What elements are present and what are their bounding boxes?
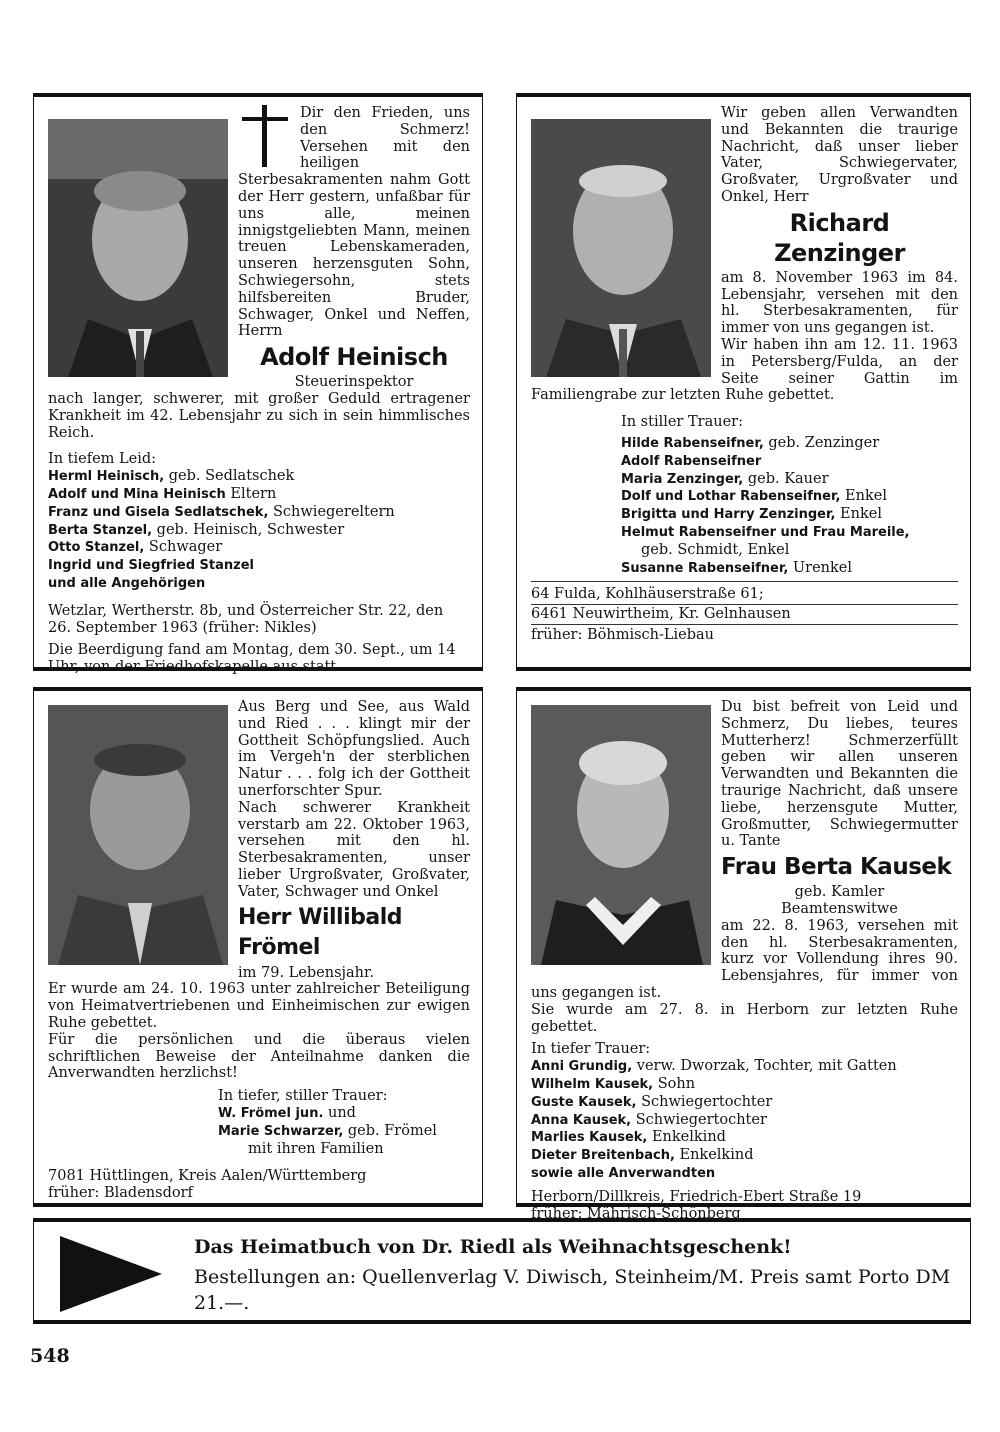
mourner-line: und alle Angehörigen [48, 575, 206, 591]
page-number: 548 [30, 1345, 70, 1367]
maiden-name: geb. Kamler [794, 884, 885, 901]
obituary-berta-kausek [516, 687, 971, 1222]
mourner-line: Brigitta und Harry Zenzinger, Enkel [621, 506, 882, 523]
mourners-list [48, 468, 470, 593]
mourner-line: Maria Zenzinger, geb. Kauer [621, 470, 829, 487]
mourning-header: In tiefem Leid: [48, 451, 157, 468]
obituary-adolf-heinisch [33, 93, 483, 676]
deceased-name: Herr Willibald Frömel [238, 904, 403, 960]
mourner-line: geb. Schmidt, Enkel [641, 541, 790, 558]
divider [531, 604, 958, 605]
former-home: früher: Mährisch-Schönberg [531, 1205, 741, 1222]
notice-text: nach langer, schwerer, mit großer Geduld ertragener Krankheit im 42. Lebensjahr zu sich in sein himmlisches Reich. [48, 390, 470, 441]
mourner-line: Adolf Rabenseifner [621, 453, 762, 469]
mourner-line: Marie Schwarzer, geb. Frömel [218, 1122, 437, 1139]
portrait-photo [531, 119, 711, 377]
mourner-line: Dieter Breitenbach, Enkelkind [531, 1147, 754, 1164]
notice-intro: Dir den Frieden, uns den Schmerz! Versehen mit den heiligen Sterbesakramenten nahm Gott der Herr gestern, unfaßbar für uns alle, meinen innigstgeliebten Mann, meinen treuen Lebenskameraden, unseren herzensguten Sohn, Schwiegersohn, stets hilfsbereiten Bruder, Schwager, Onkel und Neffen, Herrn [238, 105, 470, 340]
notice-intro: Du bist befreit von Leid und Schmerz, Du liebes, teures Mutterherz! Schmerzerfüllt geben wir allen unseren Verwandten und Bekannten die traurige Nachricht, daß unsere liebe, herzensgute Mutter, Großmutter, Schwiegermutter u. Tante [721, 699, 958, 850]
portrait-photo [48, 705, 228, 965]
poem: Aus Berg und See, aus Wald und Ried . . . klingt mir der Gottheit Schöpfungslied. Auch im Vergeh'n der sterblichen Natur . . . folg ich der Gottheit unerforschter Spur. [238, 699, 470, 799]
mourner-line: Otto Stanzel, Schwager [48, 539, 223, 556]
address: Wetzlar, Wertherstr. 8b, und Österreicher Str. 22, den 26. September 1963 (früher: Nikles) [48, 602, 444, 636]
mourner-line: mit ihren Familien [248, 1140, 384, 1157]
notice-intro: Nach schwerer Krankheit verstarb am 22. Oktober 1963, versehen mit den hl. Sterbesakramenten, unser lieber Urgroßvater, Großvater, Vater, Schwager und Onkel [238, 799, 470, 900]
address: 7081 Hüttlingen, Kreis Aalen/Württemberg [48, 1168, 367, 1185]
notice-text-2: Für die persönlichen und die überaus vielen schriftlichen Beweise der Anteilnahme danken die Anverwandten herzlichst! [48, 1031, 470, 1082]
deceased-title: Steuerinspektor [294, 374, 414, 391]
mourner-line: Dolf und Lothar Rabenseifner, Enkel [621, 488, 887, 505]
address-2: 6461 Neuwirtheim, Kr. Gelnhausen [531, 606, 791, 623]
mourner-line: sowie alle Anverwandten [531, 1165, 716, 1181]
funeral-info: Die Beerdigung fand am Montag, dem 30. Sept., um 14 Uhr, von der Friedhofskapelle aus statt. [48, 642, 456, 676]
mourner-line: Franz und Gisela Sedlatschek, Schwiegereltern [48, 503, 395, 520]
portrait-photo [531, 705, 711, 965]
deceased-name: Frau Berta Kausek [721, 854, 952, 881]
notice-text: am 22. 8. 1963, versehen mit den hl. Sterbesakramenten, kurz vor Vollendung ihres 90. Lebensjahres, für immer von uns gegangen ist. [531, 917, 958, 1001]
mourner-line: Adolf und Mina Heinisch Eltern [48, 485, 277, 502]
book-advertisement [33, 1218, 971, 1324]
mourners-list [531, 1058, 958, 1183]
notice-text-2: Wir haben ihn am 12. 11. 1963 in Petersberg/Fulda, an der Seite seiner Gattin im Familiengrabe zur letzten Ruhe gebettet. [531, 336, 958, 404]
mourner-line: Herml Heinisch, geb. Sedlatschek [48, 468, 295, 485]
former-home: früher: Böhmisch-Liebau [531, 626, 715, 643]
obituary-willibald-fromel [33, 687, 483, 1207]
divider [531, 581, 958, 582]
notice-text: am 8. November 1963 im 84. Lebensjahr, versehen mit den hl. Sterbesakramenten, für immer von uns gegangen ist. [721, 269, 958, 337]
mourner-line: Anna Kausek, Schwiegertochter [531, 1111, 767, 1128]
ad-headline: Das Heimatbuch von Dr. Riedl als Weihnachtsgeschenk! [194, 1236, 792, 1258]
obituary-richard-zenzinger [516, 93, 971, 671]
mourners-list [621, 435, 958, 577]
notice-intro: Wir geben allen Verwandten und Bekannten die traurige Nachricht, daß unser lieber Vater, Schwiegervater, Großvater, Urgroßvater und Onkel, Herr [721, 105, 958, 205]
cross-icon [238, 105, 294, 167]
mourners-list [218, 1105, 470, 1158]
mourner-line: Wilhelm Kausek, Sohn [531, 1075, 696, 1092]
mourning-header: In tiefer, stiller Trauer: [218, 1088, 388, 1105]
notice-text-2: Sie wurde am 27. 8. in Herborn zur letzten Ruhe gebettet. [531, 1001, 958, 1035]
mourner-line: W. Frömel jun. und [218, 1104, 356, 1121]
mourner-line: Guste Kausek, Schwiegertochter [531, 1093, 773, 1110]
deceased-title: Beamtenswitwe [781, 900, 898, 917]
mourner-line: Berta Stanzel, geb. Heinisch, Schwester [48, 521, 345, 538]
ad-text: Bestellungen an: Quellenverlag V. Diwisch, Steinheim/M. Preis samt Porto DM 21.—. [194, 1266, 951, 1314]
mourning-header: In stiller Trauer: [621, 414, 743, 431]
portrait-photo [48, 119, 228, 377]
mourner-line: Ingrid und Siegfried Stanzel [48, 558, 254, 574]
deceased-age: im 79. Lebensjahr. [238, 964, 374, 981]
deceased-name: Adolf Heinisch [260, 343, 448, 372]
address: Herborn/Dillkreis, Friedrich-Ebert Straße 19 [531, 1188, 862, 1205]
divider [531, 624, 958, 625]
mourner-line: Anni Grundig, verw. Dworzak, Tochter, mit Gatten [531, 1058, 897, 1075]
former-home: früher: Bladensdorf [48, 1185, 193, 1202]
mourning-header: In tiefer Trauer: [531, 1041, 651, 1058]
mourner-line: Susanne Rabenseifner, Urenkel [621, 559, 853, 576]
mourner-line: Marlies Kausek, Enkelkind [531, 1129, 726, 1146]
mourner-line: Helmut Rabenseifner und Frau Mareile, [621, 524, 910, 540]
address: 64 Fulda, Kohlhäuserstraße 61; [531, 586, 764, 603]
deceased-name: Richard Zenzinger [774, 208, 905, 267]
mourner-line: Hilde Rabenseifner, geb. Zenzinger [621, 434, 880, 451]
arrow-icon [60, 1236, 162, 1312]
notice-text: Er wurde am 24. 10. 1963 unter zahlreicher Beteiligung von Heimatvertriebenen und Einheimischen zur ewigen Ruhe gebettet. [48, 981, 470, 1031]
